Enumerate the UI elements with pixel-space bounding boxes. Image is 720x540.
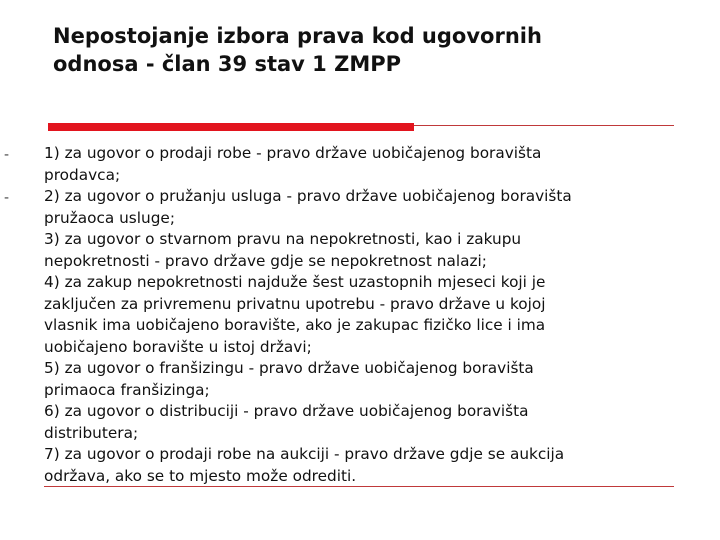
body-line: primaoca franšizinga; bbox=[44, 380, 210, 399]
body-line: nepokretnosti - pravo države gdje se nepokretnost nalazi; bbox=[44, 251, 487, 270]
bullet-marker-2: - bbox=[4, 190, 10, 206]
slide-body bbox=[44, 143, 684, 487]
body-line: 7) za ugovor o prodaji robe na aukciji - pravo države gdje se aukcija bbox=[44, 445, 565, 463]
body-line: vlasnik ima uobičajeno boravište, ako je zakupac fizičko lice i ima bbox=[44, 316, 546, 334]
body-line: pružaoca usluge; bbox=[44, 208, 175, 227]
body-line: zaključen za privremenu privatnu upotrebu - pravo države u kojoj bbox=[44, 294, 546, 313]
title-divider bbox=[48, 121, 674, 131]
bullet-marker-1: - bbox=[4, 147, 10, 163]
body-line: 3) za ugovor o stvarnom pravu na nepokretnosti, kao i zakupu bbox=[44, 230, 522, 248]
body-line: prodavca; bbox=[44, 165, 121, 184]
body-line: 6) za ugovor o distribuciji - pravo države uobičajenog boravišta bbox=[44, 402, 529, 420]
body-line: 2) za ugovor o pružanju usluga - pravo države uobičajenog boravišta bbox=[44, 187, 572, 205]
body-line: 5) za ugovor o franšizingu - pravo države uobičajenog boravišta bbox=[44, 359, 534, 377]
body-line: 4) za zakup nepokretnosti najduže šest uzastopnih mjeseci koji je bbox=[44, 273, 546, 291]
body-line: 1) za ugovor o prodaji robe - pravo države uobičajenog boravišta bbox=[44, 144, 542, 162]
body-line: distributera; bbox=[44, 423, 139, 442]
bottom-divider bbox=[44, 486, 674, 487]
body-line: održava, ako se to mjesto može odrediti. bbox=[44, 466, 357, 485]
slide-title bbox=[53, 22, 693, 78]
title-divider-thin bbox=[414, 125, 674, 126]
body-line: uobičajeno boravište u istoj državi; bbox=[44, 337, 312, 356]
title-divider-thick bbox=[48, 123, 414, 131]
title-line-1: Nepostojanje izbora prava kod ugovornih bbox=[53, 24, 542, 48]
title-line-2: odnosa - član 39 stav 1 ZMPP bbox=[53, 52, 401, 76]
